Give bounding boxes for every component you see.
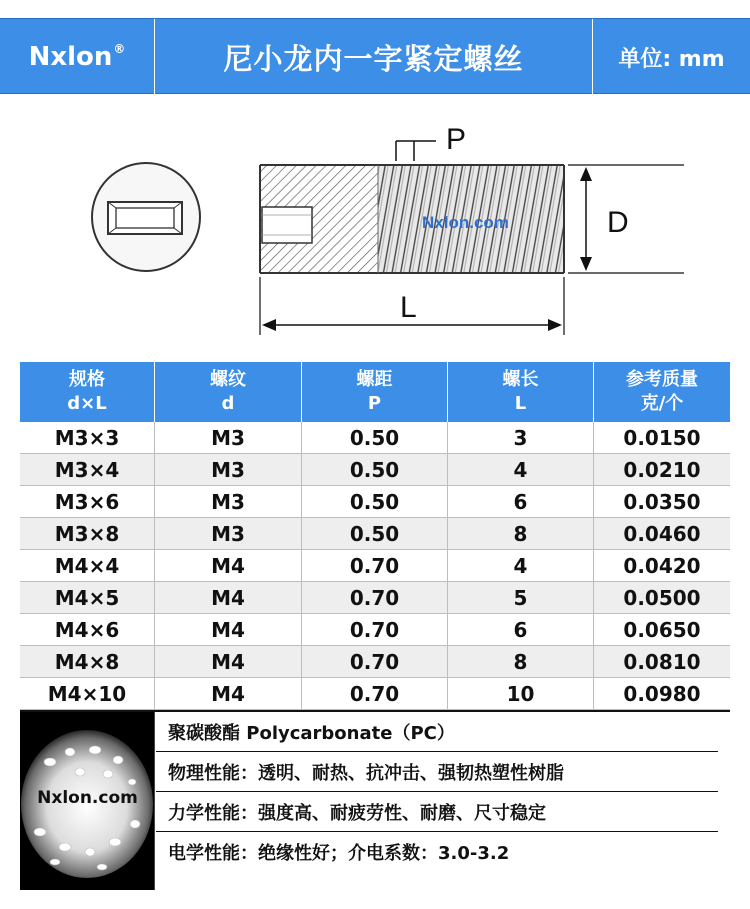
cell-spec: M4×6: [20, 614, 155, 645]
table-row: [20, 486, 730, 518]
cell-thread: M3: [155, 486, 302, 517]
cell-length: 8: [448, 646, 594, 677]
electrical-properties: 电学性能：绝缘性好；介电系数：3.0-3.2: [168, 843, 510, 864]
cell-spec: M4×8: [20, 646, 155, 677]
end-view: [92, 163, 200, 271]
cell-spec: M4×4: [20, 550, 155, 581]
screw-diagram: [0, 95, 750, 361]
unit-label: 单位: mm: [618, 46, 725, 72]
header-pitch: [302, 362, 448, 422]
cell-weight: 0.0650: [623, 617, 701, 642]
pellets-photo: [20, 712, 155, 890]
cell-thread: M4: [155, 614, 302, 645]
cell-spec: M4×10: [20, 678, 155, 709]
cell-pitch: 0.50: [302, 454, 448, 485]
cell-weight: 0.0350: [623, 489, 701, 514]
registered-mark: ®: [113, 42, 126, 56]
photo-logo: Nxlon.com: [37, 788, 138, 808]
cell-weight: 0.0420: [623, 553, 701, 578]
header-text: 参考质量: [626, 369, 698, 390]
cell-thread: M4: [155, 678, 302, 709]
table-row: [20, 518, 730, 550]
table-row: [20, 614, 730, 646]
brand-name: Nxlon: [28, 42, 113, 72]
header-subtext: L: [514, 393, 527, 414]
cell-length: 4: [448, 550, 594, 581]
cell-weight: 0.0500: [623, 585, 701, 610]
material-section: [20, 710, 730, 890]
cell-pitch: 0.50: [302, 422, 448, 453]
cell-length: 10: [448, 678, 594, 709]
label-d: D: [607, 206, 629, 239]
cell-pitch: 0.50: [302, 518, 448, 549]
cell-spec: M4×5: [20, 582, 155, 613]
cell-pitch: 0.70: [302, 678, 448, 709]
material-name: 聚碳酸酯 Polycarbonate（PC）: [156, 712, 718, 752]
table-row: [20, 646, 730, 678]
cell-length: 8: [448, 518, 594, 549]
screw-drawing: [0, 95, 750, 361]
cell-spec: M3×3: [20, 422, 155, 453]
cell-weight: 0.0810: [623, 649, 701, 674]
mechanical-properties: 力学性能：强度高、耐疲劳性、耐磨、尺寸稳定: [156, 792, 718, 832]
header-subtext: d: [221, 393, 235, 414]
table-row: [20, 422, 730, 454]
cell-spec: M3×6: [20, 486, 155, 517]
header-subtext: d×L: [67, 393, 107, 414]
cell-length: 5: [448, 582, 594, 613]
cell-weight: 0.0460: [623, 521, 701, 546]
header-text: 螺长: [502, 369, 539, 390]
material-properties: [156, 712, 730, 890]
cell-thread: M4: [155, 646, 302, 677]
header-subtext: P: [367, 393, 382, 414]
header-thread: [155, 362, 302, 422]
header-length: [448, 362, 594, 422]
physical-properties: 物理性能：透明、耐热、抗冲击、强韧热塑性树脂: [156, 752, 718, 792]
cell-pitch: 0.50: [302, 486, 448, 517]
page-title: 尼小龙内一字紧定螺丝: [155, 19, 593, 95]
cell-weight: 0.0980: [623, 681, 701, 706]
table-body: [20, 422, 730, 710]
cell-thread: M4: [155, 550, 302, 581]
cell-spec: M3×4: [20, 454, 155, 485]
table-row: [20, 678, 730, 710]
cell-pitch: 0.70: [302, 550, 448, 581]
cell-weight: 0.0150: [623, 425, 701, 450]
table-row: [20, 454, 730, 486]
cell-length: 3: [448, 422, 594, 453]
cell-thread: M3: [155, 422, 302, 453]
spec-table: [20, 362, 730, 710]
cell-weight: 0.0210: [623, 457, 701, 482]
label-l: L: [400, 291, 417, 324]
header-text: 螺纹: [210, 369, 246, 390]
watermark-text: Nxlon.com: [422, 213, 509, 232]
cell-pitch: 0.70: [302, 646, 448, 677]
header-subtext: 克/个: [640, 393, 684, 414]
cell-spec: M3×8: [20, 518, 155, 549]
cell-thread: M3: [155, 454, 302, 485]
table-header: [20, 362, 730, 422]
cell-thread: M3: [155, 518, 302, 549]
header-bar: [0, 18, 750, 94]
brand-logo: [0, 19, 155, 95]
label-p: P: [446, 123, 467, 156]
cell-thread: M4: [155, 582, 302, 613]
header-spec: [20, 362, 155, 422]
cell-length: 6: [448, 614, 594, 645]
cell-length: 4: [448, 454, 594, 485]
side-view: [260, 123, 684, 335]
cell-pitch: 0.70: [302, 582, 448, 613]
header-weight: [594, 362, 730, 422]
cell-length: 6: [448, 486, 594, 517]
header-text: 螺距: [356, 369, 393, 390]
header-text: 规格: [69, 369, 105, 390]
table-row: [20, 550, 730, 582]
cell-pitch: 0.70: [302, 614, 448, 645]
slot-socket: [262, 207, 312, 243]
table-row: [20, 582, 730, 614]
